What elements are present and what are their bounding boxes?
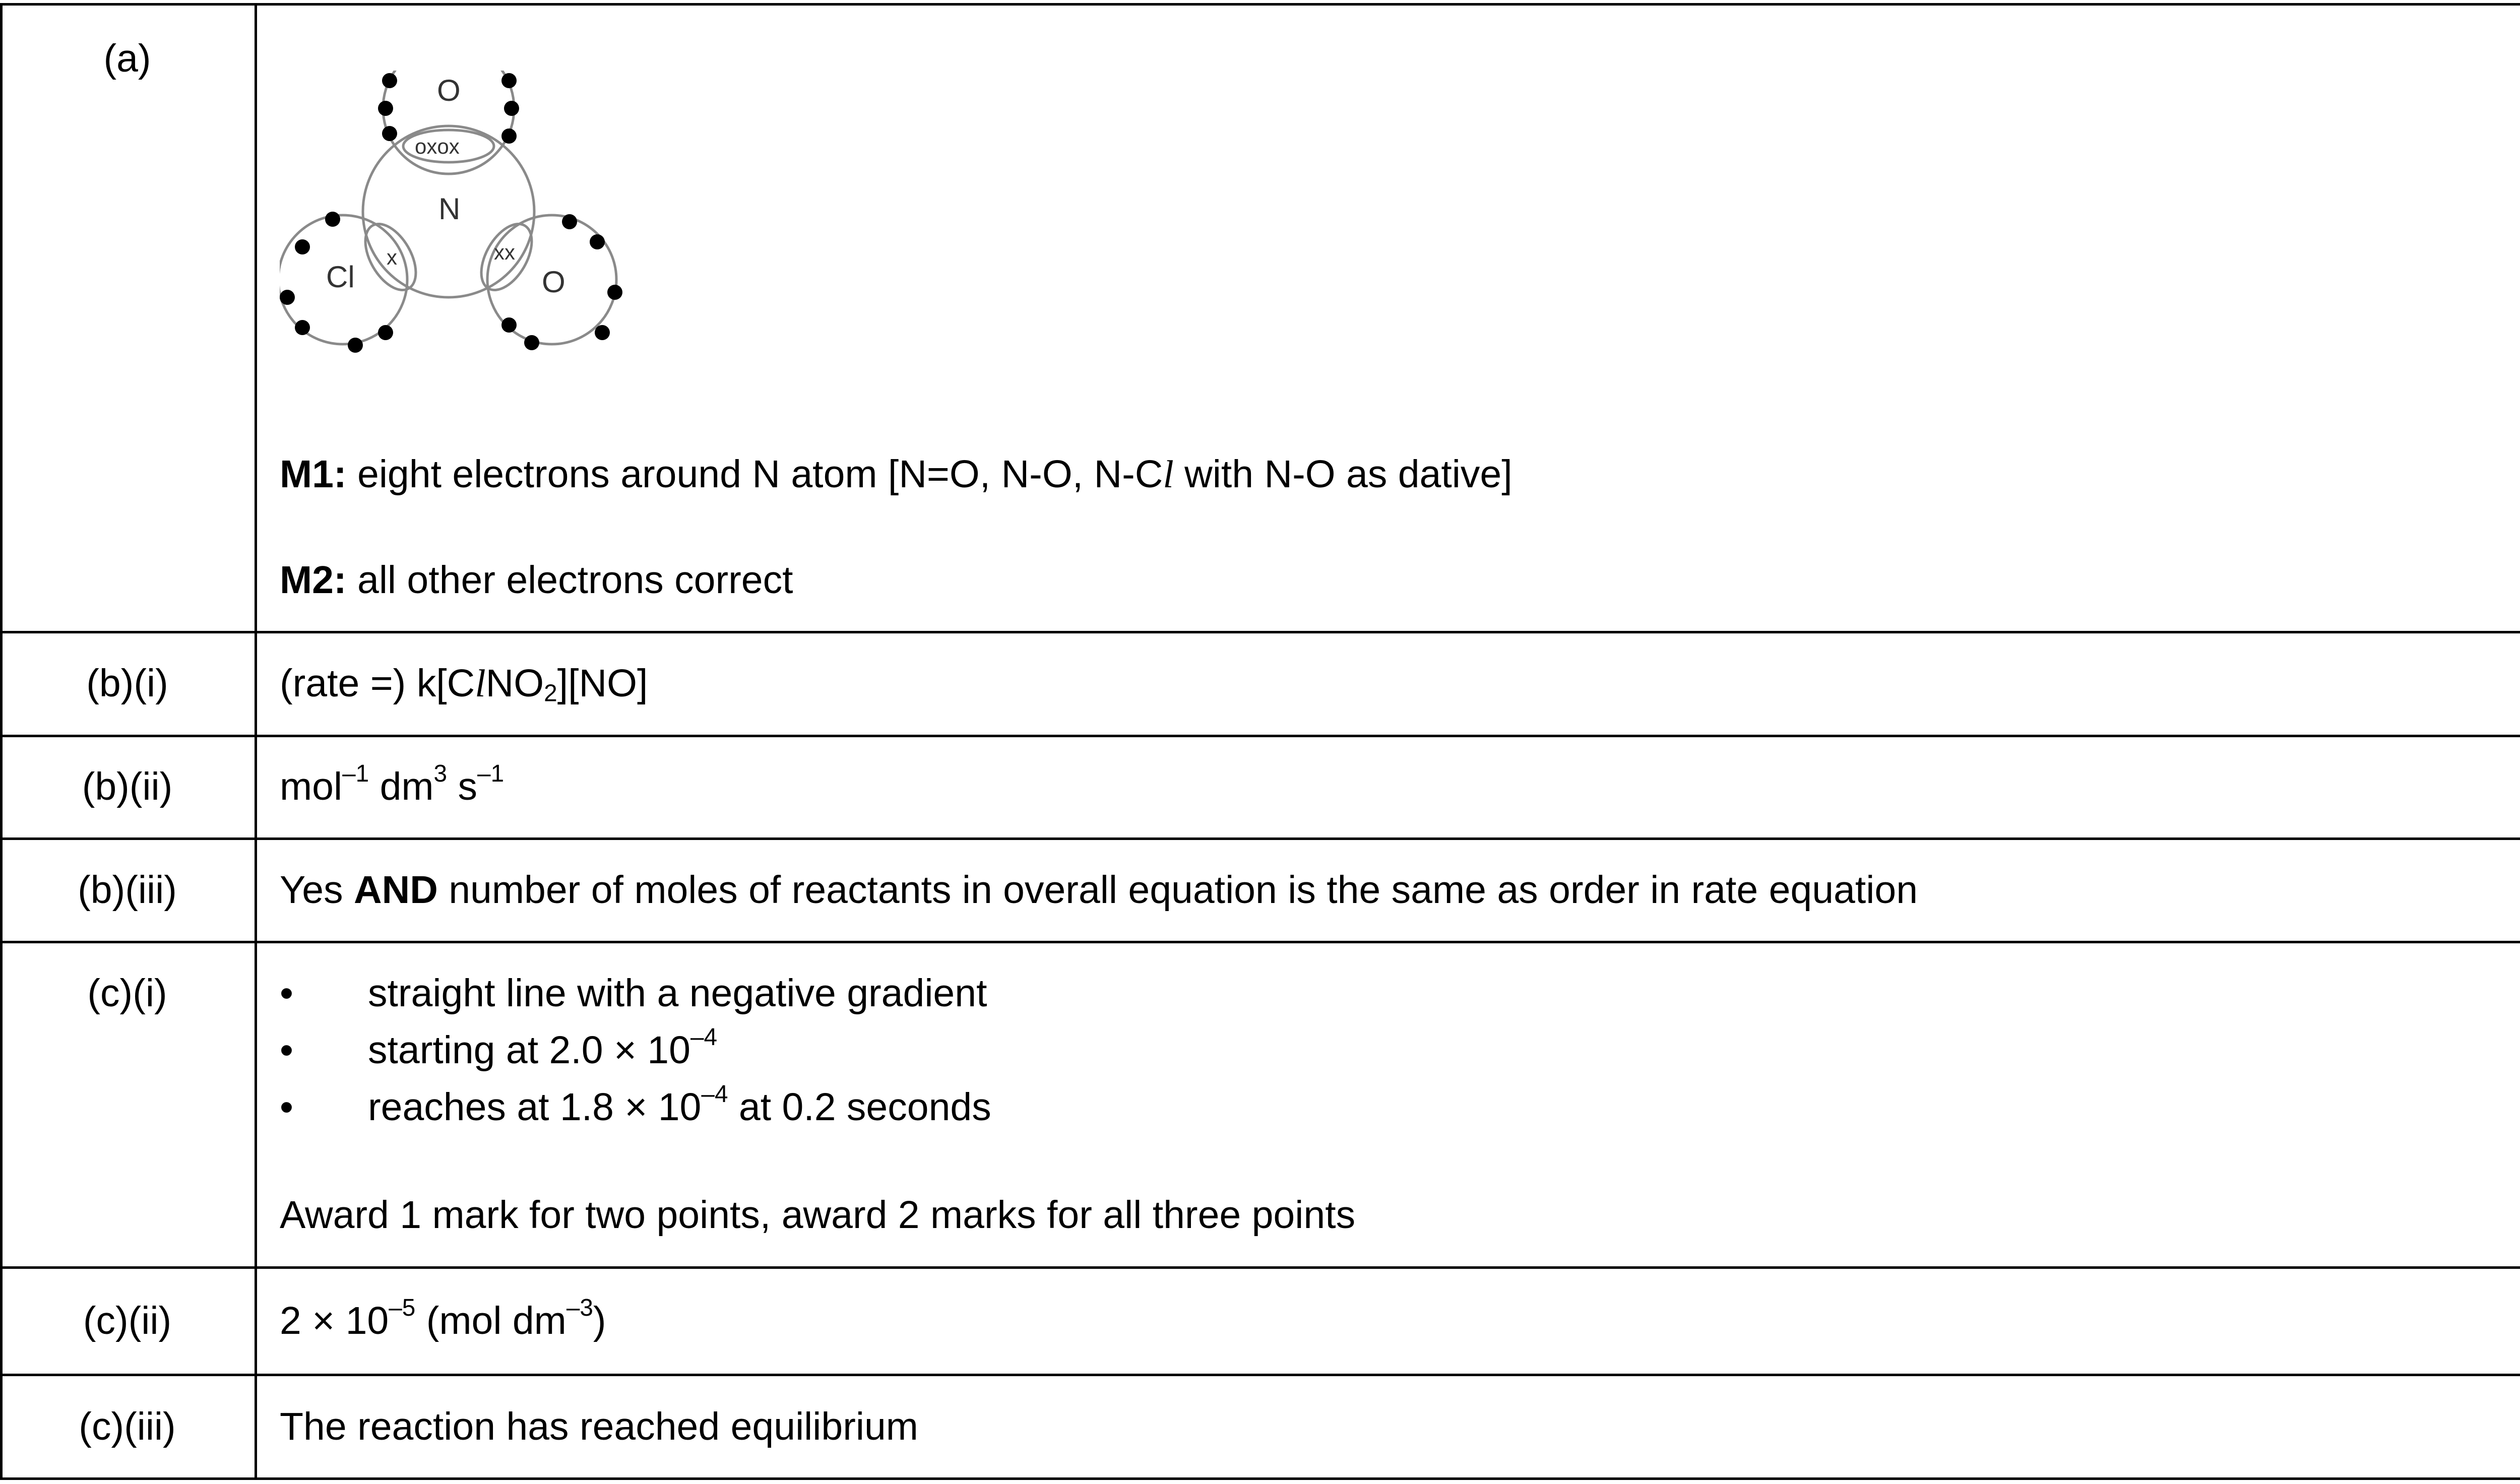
- bullet-text: straight line with a negative gradient: [368, 972, 987, 1015]
- table-rule: [0, 941, 2520, 943]
- list-item: [280, 970, 2520, 1027]
- bullet-list: [280, 970, 2520, 1141]
- table-rule: [0, 3, 2520, 6]
- answer-text: [280, 867, 2520, 913]
- answer-part: number of moles of reactants in overall equation is the same as order in rate equation: [437, 868, 1918, 912]
- table-rule: [0, 1374, 2520, 1376]
- answer-part: ): [593, 1299, 606, 1342]
- answer-part-italic: l: [475, 662, 486, 705]
- answer-text: [280, 660, 2520, 706]
- bullet-text: reaches at 1.8 × 10: [368, 1085, 702, 1129]
- bullet-text: starting at 2.0 × 10: [368, 1028, 690, 1072]
- m2-criterion: [280, 557, 2520, 603]
- table-rule: [0, 735, 2520, 737]
- answer-text: [280, 970, 2520, 1141]
- answer-text: The reaction has reached equilibrium: [280, 1405, 918, 1448]
- unit-exponent: –1: [342, 760, 369, 788]
- answer-part: (mol dm: [415, 1299, 566, 1342]
- atom-symbol-oxygen: O: [437, 74, 461, 107]
- answer-text: [280, 1295, 2520, 1344]
- answer-part: NO: [485, 662, 544, 705]
- m1-text: eight electrons around N atom [N=O, N-O, N-C: [346, 453, 1163, 496]
- bullet-exponent: –4: [701, 1081, 728, 1108]
- unit-exponent: 3: [433, 760, 448, 788]
- unit-part: dm: [369, 765, 434, 808]
- shared-electrons-label: x: [387, 245, 397, 269]
- table-rule: [0, 1477, 2520, 1480]
- m2-label: M2:: [280, 558, 347, 602]
- unit-part: s: [447, 765, 478, 808]
- question-number: (c)(ii): [83, 1299, 172, 1342]
- m1-text-italic: l: [1163, 453, 1174, 496]
- question-number: (b)(ii): [82, 765, 173, 808]
- question-number: (a): [103, 37, 151, 80]
- m2-text: all other electrons correct: [346, 558, 793, 602]
- m1-label: M1:: [280, 453, 347, 496]
- unit-part: mol: [280, 765, 343, 808]
- bullet-text: at 0.2 seconds: [728, 1085, 991, 1129]
- shared-electrons-label: oxox: [415, 135, 460, 158]
- answer-exponent: –3: [566, 1295, 593, 1322]
- answer-part: Yes: [280, 868, 354, 912]
- m1-text: with N-O as dative]: [1173, 453, 1513, 496]
- table-rule: [0, 1266, 2520, 1269]
- answer-subscript: 2: [544, 680, 557, 707]
- question-number: (b)(i): [86, 662, 168, 705]
- unit-exponent: –1: [477, 760, 505, 788]
- question-number: (c)(i): [87, 972, 167, 1015]
- atom-symbol-chlorine: Cl: [326, 260, 355, 294]
- answer-part: (rate =) k[C: [280, 662, 475, 705]
- answer-text: [280, 760, 2520, 810]
- answer-part: ][NO]: [557, 662, 648, 705]
- m1-criterion: [280, 451, 2520, 497]
- marking-note: Award 1 mark for two points, award 2 marks for all three points: [280, 1193, 1356, 1237]
- table-rule: [255, 3, 257, 1480]
- dot-cross-diagram: [280, 71, 633, 363]
- table-rule: [0, 3, 3, 1480]
- bullet-exponent: –4: [690, 1024, 718, 1051]
- list-item: [280, 1024, 2520, 1084]
- answer-exponent: –5: [389, 1295, 416, 1322]
- question-number: (c)(iii): [79, 1405, 176, 1448]
- question-number: (b)(iii): [78, 868, 177, 912]
- table-rule: [0, 631, 2520, 633]
- bullet-icon: •: [280, 1028, 293, 1072]
- list-item: [280, 1081, 2520, 1141]
- answer-part: 2 × 10: [280, 1299, 389, 1342]
- shared-electrons-label: xx: [494, 240, 515, 264]
- atom-symbol-nitrogen: N: [438, 192, 461, 226]
- table-rule: [0, 837, 2520, 840]
- bullet-icon: •: [280, 972, 293, 1015]
- bullet-icon: •: [280, 1085, 293, 1129]
- answer-keyword: AND: [354, 868, 438, 912]
- atom-symbol-oxygen: O: [542, 265, 565, 299]
